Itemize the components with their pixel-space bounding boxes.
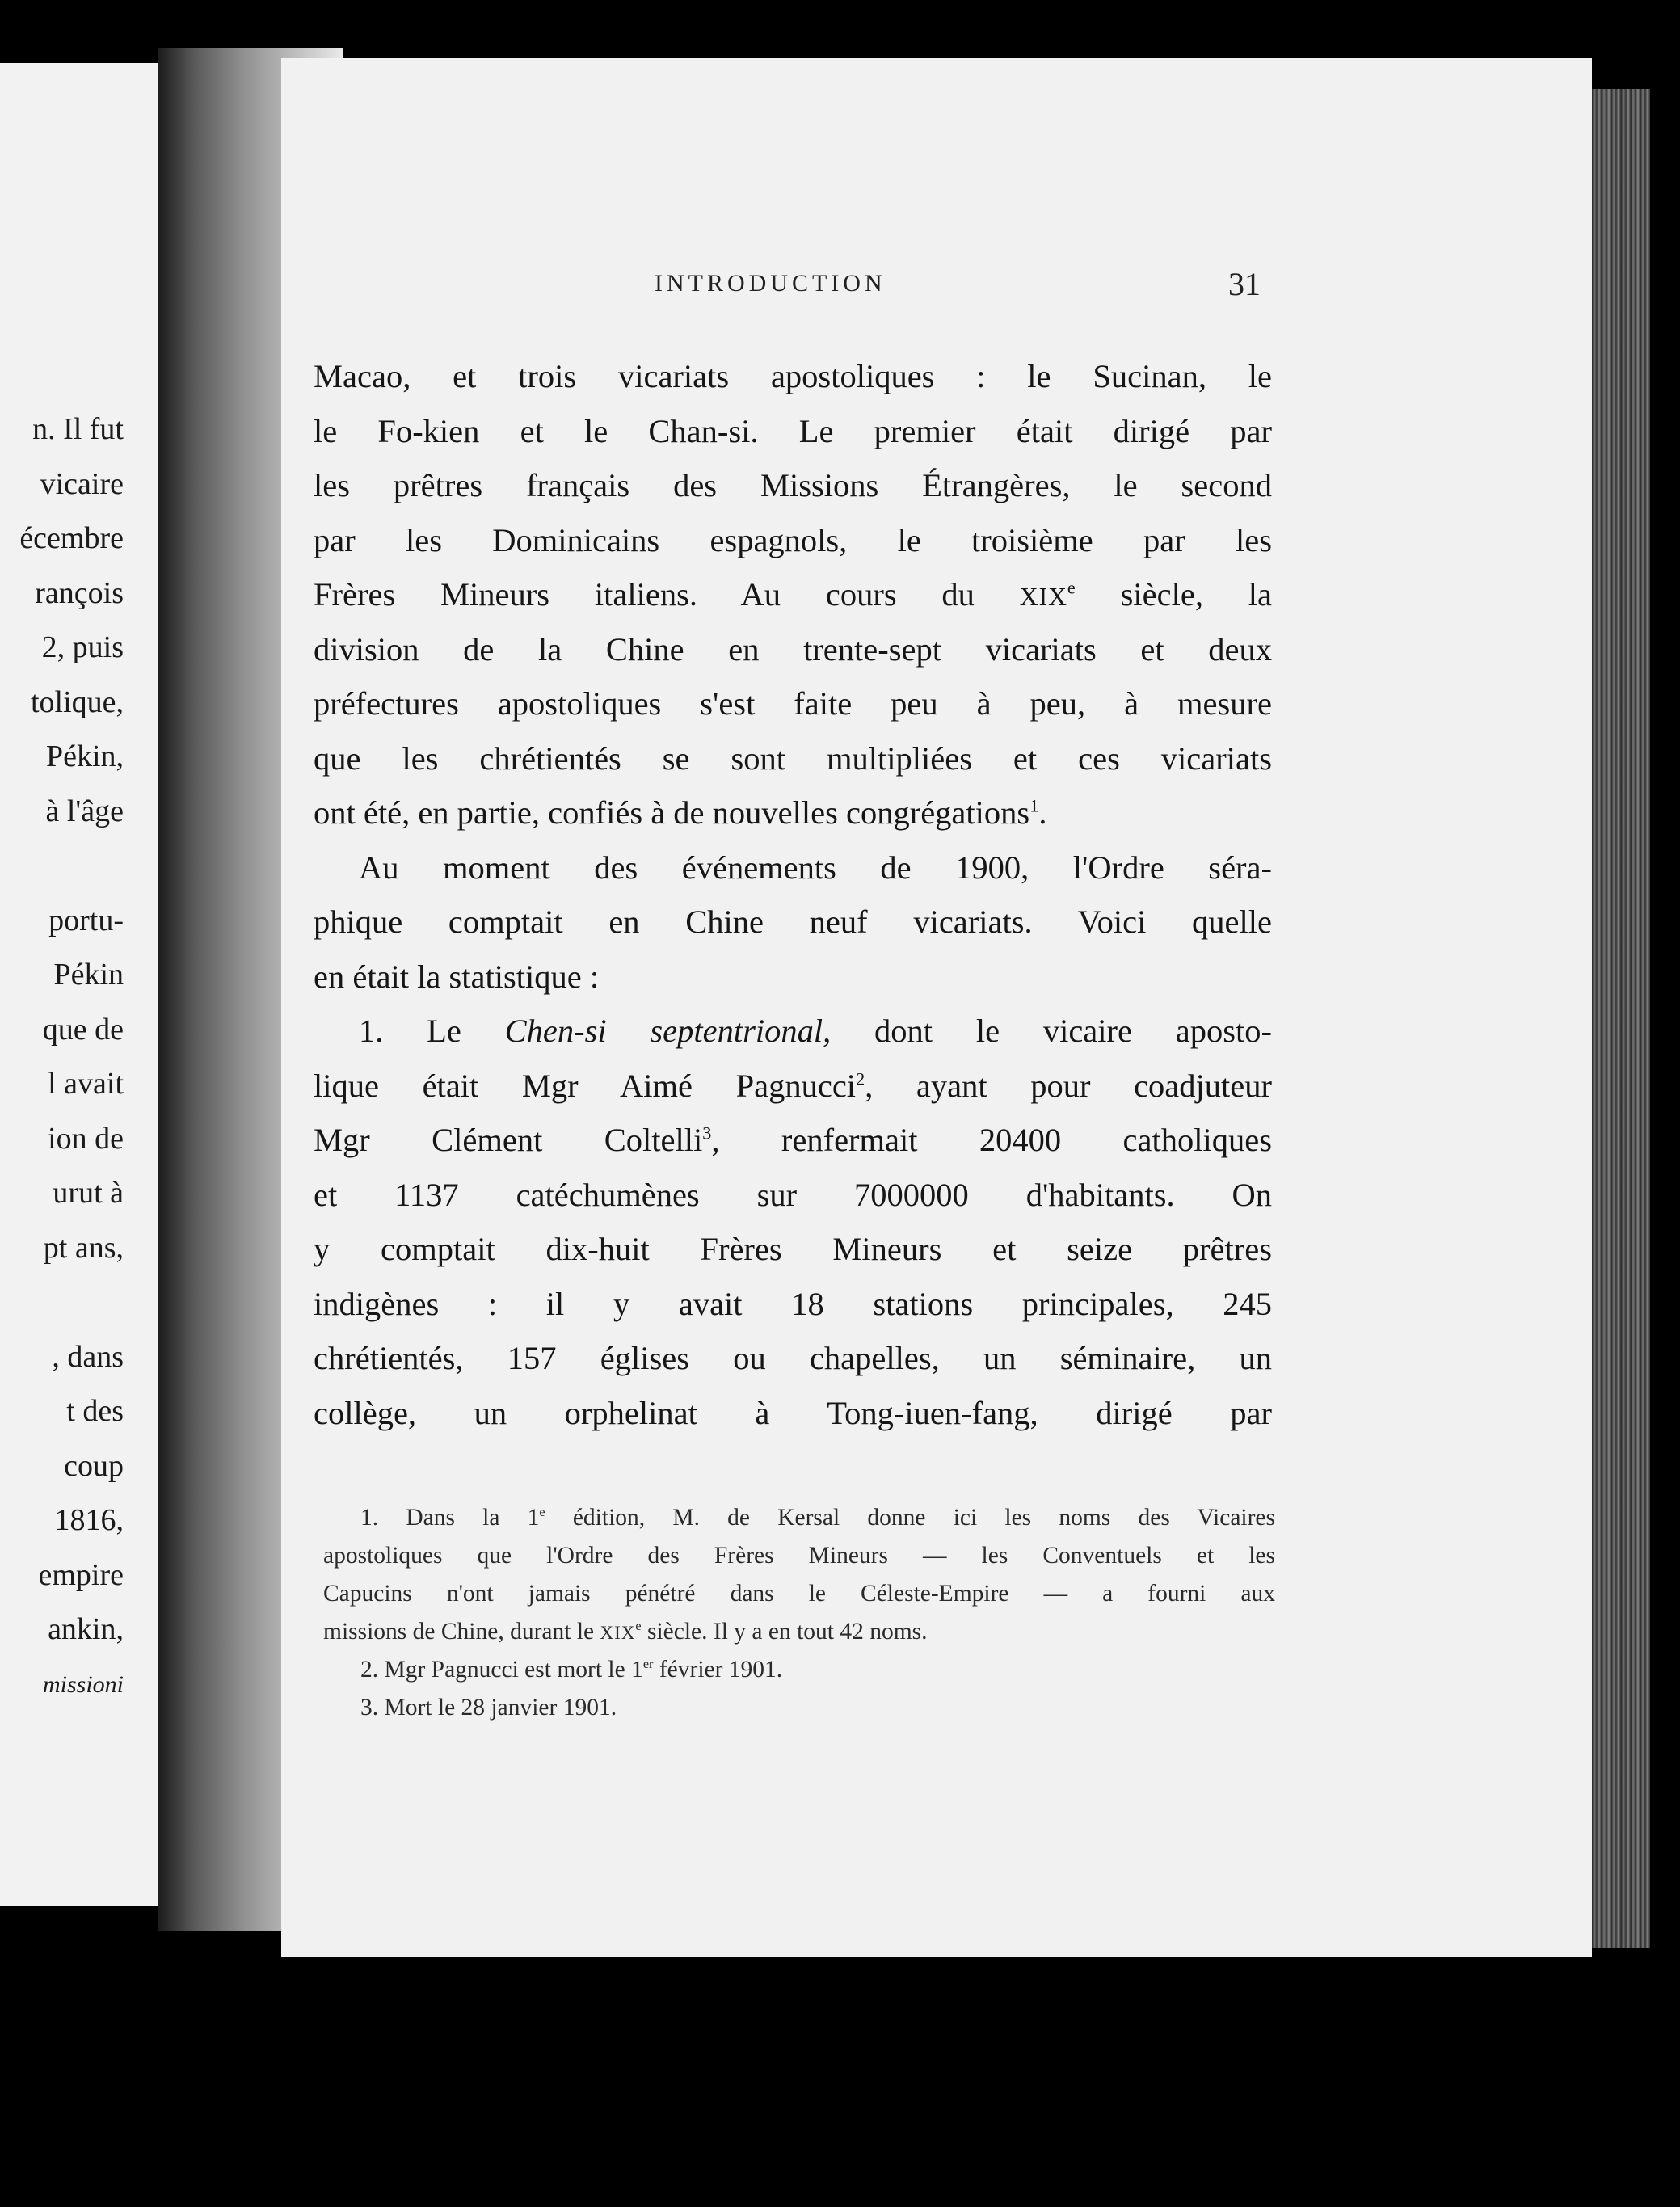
text-segment: Frères Mineurs italiens. Au cours du — [314, 576, 1020, 613]
body-text — [314, 349, 1272, 1440]
page-header — [655, 265, 1285, 314]
left-line: rançois — [35, 575, 124, 610]
text-line: les prêtres français des Missions Étrangères, le second — [314, 467, 1272, 503]
left-line: , dans — [52, 1339, 124, 1374]
text-segment: 1. Le — [359, 1013, 505, 1049]
left-line: portu- — [48, 903, 124, 937]
left-line: à l'âge — [45, 794, 124, 828]
text-segment: siècle. Il y a en tout 42 noms. — [641, 1619, 928, 1645]
left-line: urut à — [53, 1176, 124, 1210]
left-line: coup — [64, 1448, 124, 1483]
text-line: y comptait dix-huit Frères Mineurs et seize prêtres — [314, 1231, 1272, 1267]
superscript: e — [635, 1619, 642, 1634]
text-line: et 1137 catéchumènes sur 7000000 d'habitants. On — [314, 1176, 1272, 1213]
page-edge-stack — [1592, 89, 1650, 1948]
footnote-ref: 1 — [1029, 795, 1039, 816]
left-line: écembre — [19, 521, 124, 555]
footnote-line: apostoliques que l'Ordre des Frères Mineurs — les Conventuels et les — [323, 1543, 1275, 1569]
left-page-fragment — [0, 63, 166, 1906]
text-line: le Fo-kien et le Chan-si. Le premier était dirigé par — [314, 412, 1272, 449]
left-line: empire — [38, 1557, 124, 1592]
footnote-ref: 3 — [702, 1122, 712, 1144]
text-segment: 2. Mgr Pagnucci est mort le 1 — [360, 1657, 643, 1683]
text-segment: siècle, la — [1075, 576, 1273, 613]
text-line: par les Dominicains espagnols, le troisième par les — [314, 521, 1272, 558]
footnote-line: 3. Mort le 28 janvier 1901. — [360, 1695, 617, 1721]
left-blank-line — [19, 1275, 124, 1330]
text-segment: édition, M. de Kersal donne ici les noms des Vicaires — [545, 1505, 1276, 1531]
text-line — [314, 786, 1272, 840]
left-line: Pékin, — [45, 739, 124, 773]
text-line — [314, 1113, 1272, 1168]
left-line: 2, puis — [41, 630, 124, 664]
text-segment: lique était Mgr Aimé Pagnucci — [314, 1067, 857, 1104]
text-segment: dont le vicaire aposto- — [831, 1013, 1272, 1049]
left-line: Pékin — [53, 958, 124, 992]
footnotes — [323, 1499, 1275, 1727]
left-line: que de — [42, 1012, 124, 1047]
left-line: pt ans, — [43, 1230, 124, 1265]
text-line: Au moment des événements de 1900, l'Ordre séra- — [359, 849, 1272, 886]
footnote-line: Capucins n'ont jamais pénétré dans le Céleste-Empire — a fourni aux — [323, 1581, 1275, 1607]
text-line: en était la statistique : — [314, 958, 600, 995]
text-line: division de la Chine en trente-sept vicariats et deux — [314, 630, 1272, 668]
left-line: n. Il fut — [32, 412, 124, 446]
text-line: phique comptait en Chine neuf vicariats. Voici quelle — [314, 903, 1272, 940]
text-line: Macao, et trois vicariats apostoliques : le Sucinan, le — [314, 358, 1272, 394]
text-segment: , renfermait 20400 catholiques — [711, 1122, 1272, 1158]
text-line: préfectures apostoliques s'est faite peu à peu, à mesure — [314, 685, 1272, 722]
left-line: vicaire — [40, 466, 124, 501]
text-line: collège, un orphelinat à Tong-iuen-fang, dirigé par — [314, 1394, 1272, 1431]
left-line: tolique, — [30, 684, 124, 719]
text-line: indigènes : il y avait 18 stations principales, 245 — [314, 1285, 1272, 1322]
superscript: e — [539, 1505, 545, 1520]
century-numeral: XIX — [600, 1622, 636, 1643]
left-footnote-fragment: missioni — [42, 1670, 124, 1698]
century-numeral: XIX — [1019, 583, 1067, 611]
text-line — [314, 1004, 1272, 1059]
text-segment: Mgr Clément Coltelli — [314, 1122, 703, 1158]
superscript: e — [1067, 577, 1076, 598]
running-head: INTRODUCTION — [655, 270, 886, 297]
left-line: ankin, — [48, 1612, 124, 1646]
footnote-line — [323, 1499, 1275, 1537]
text-segment: , ayant pour coadjuteur — [865, 1067, 1273, 1104]
left-line: l avait — [48, 1067, 124, 1101]
left-blank-line — [19, 839, 124, 894]
superscript: er — [642, 1657, 654, 1672]
left-line: ion de — [48, 1121, 124, 1156]
left-page-text — [19, 402, 124, 1712]
text-segment: ont été, en partie, confiés à de nouvelles congrégations — [314, 794, 1030, 831]
text-line: que les chrétientés se sont multipliées et ces vicariats — [314, 739, 1272, 777]
footnote-ref: 2 — [856, 1068, 865, 1089]
text-segment: 1. Dans la 1 — [360, 1505, 540, 1531]
text-line: chrétientés, 157 églises ou chapelles, un séminaire, un — [314, 1340, 1272, 1376]
footnote-line — [323, 1613, 1275, 1651]
italic-place-name: Chen-si septentrional, — [504, 1013, 832, 1049]
footnote-line — [323, 1651, 1275, 1689]
page-number: 31 — [1228, 266, 1261, 302]
text-segment: février 1901. — [653, 1657, 783, 1683]
text-segment: . — [1038, 794, 1047, 831]
text-segment: missions de Chine, durant le — [323, 1619, 600, 1645]
text-line — [314, 567, 1272, 622]
left-line: 1816, — [54, 1503, 124, 1537]
left-line: t des — [66, 1394, 124, 1428]
text-line — [314, 1059, 1272, 1114]
